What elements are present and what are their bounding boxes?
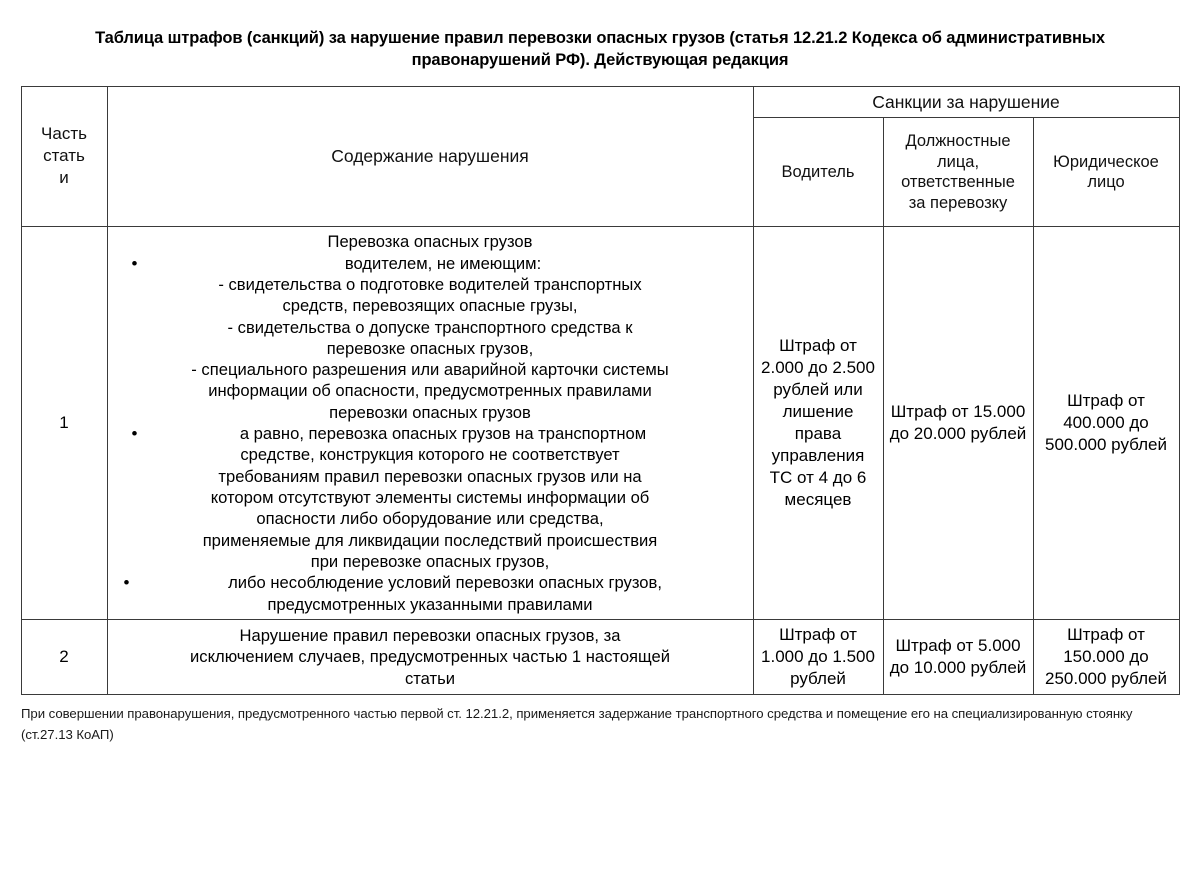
column-header-official <box>883 118 1033 227</box>
violation-line: а равно, перевозка опасных грузов на транспортном <box>239 424 647 444</box>
violation-line: средств, перевозящих опасные грузы, <box>282 296 578 316</box>
column-header-part <box>21 86 107 227</box>
violation-line: либо несоблюдение условий перевозки опасных грузов, <box>228 573 662 593</box>
page-title: Таблица штрафов (санкций) за нарушение правил перевозки опасных грузов (статья 12.21.2 Кодекса об административных правонарушений РФ). Действующая редакция <box>95 29 1105 69</box>
cell-sanction-official-1: Штраф от 15.000 до 20.000 рублей <box>883 227 1033 620</box>
table-row <box>21 227 1179 620</box>
cell-part-number-1: 1 <box>21 227 107 620</box>
bullet-icon: • <box>131 424 138 444</box>
table-header <box>21 86 1179 227</box>
column-header-legal-entity <box>1033 118 1179 227</box>
column-header-sanctions-group: Санкции за нарушение <box>753 86 1179 118</box>
bullet-icon: • <box>123 573 130 593</box>
violation-line: средстве, конструкция которого не соответствует <box>240 445 620 465</box>
cell-sanction-driver-2: Штраф от 1.000 до 1.500 рублей <box>753 619 883 694</box>
column-header-part-line-3: и <box>59 168 69 188</box>
table-row <box>21 619 1179 694</box>
column-header-legal-line-2: лицо <box>1087 173 1125 192</box>
violation-line: водителем, не имеющим: <box>344 253 542 273</box>
violation-line: - свидетельства о подготовке водителей транспортных <box>218 274 642 294</box>
column-header-official-line-2: лица, <box>936 152 980 171</box>
cell-part-number-2: 2 <box>21 619 107 694</box>
column-header-part-line-1: Часть <box>41 124 87 144</box>
violation-line: при перевозке опасных грузов, <box>310 551 550 571</box>
violation-line: котором отсутствуют элементы системы информации об <box>210 488 650 508</box>
column-header-driver: Водитель <box>753 118 883 227</box>
cell-sanction-legal-2: Штраф от 150.000 до 250.000 рублей <box>1033 619 1179 694</box>
violation-line: перевозки опасных грузов <box>329 402 531 422</box>
column-header-legal-line-1: Юридическое <box>1053 152 1159 171</box>
violation-line: применяемые для ликвидации последствий происшествия <box>202 530 658 550</box>
footnote: При совершении правонарушения, предусмотренного частью первой ст. 12.21.2, применяется задержание транспортного средства и помещение его на специализированную стоянку (ст.27.13 КоАП) <box>21 706 1133 742</box>
column-header-official-line-4: за перевозку <box>908 194 1008 213</box>
violation-line: требованиям правил перевозки опасных грузов или на <box>218 466 642 486</box>
table-header-row-top <box>21 86 1179 118</box>
column-header-official-line-1: Должностные <box>905 131 1011 150</box>
violation-line: предусмотренных указанными правилами <box>267 594 593 614</box>
violation-line: Перевозка опасных грузов <box>327 232 533 252</box>
bullet-icon: • <box>131 253 138 273</box>
violation-line: Нарушение правил перевозки опасных грузов, за <box>239 626 621 646</box>
column-header-content: Содержание нарушения <box>107 86 753 227</box>
column-header-official-line-3: ответственные <box>901 173 1015 192</box>
cell-violation-content-1 <box>107 227 753 620</box>
violation-line: информации об опасности, предусмотренных правилами <box>208 381 652 401</box>
violation-bullet-line <box>114 572 747 593</box>
document-page <box>0 28 1200 876</box>
violation-bullet-line <box>114 423 747 444</box>
column-header-part-line-2: стать <box>43 146 85 166</box>
violation-line: статьи <box>404 668 456 688</box>
violation-line: - специального разрешения или аварийной карточки системы <box>191 360 669 380</box>
cell-sanction-driver-1: Штраф от 2.000 до 2.500 рублей или лишение права управления ТС от 4 до 6 месяцев <box>753 227 883 620</box>
table-body <box>21 227 1179 695</box>
violation-bullet-line <box>114 253 747 274</box>
violation-line: исключением случаев, предусмотренных частью 1 настоящей <box>190 647 670 667</box>
fines-table <box>21 86 1180 696</box>
cell-violation-content-2 <box>107 619 753 694</box>
violation-line: опасности либо оборудование или средства, <box>256 509 604 529</box>
violation-line: - свидетельства о допуске транспортного средства к <box>227 317 633 337</box>
cell-sanction-legal-1: Штраф от 400.000 до 500.000 рублей <box>1033 227 1179 620</box>
violation-line: перевозке опасных грузов, <box>326 338 534 358</box>
cell-sanction-official-2: Штраф от 5.000 до 10.000 рублей <box>883 619 1033 694</box>
